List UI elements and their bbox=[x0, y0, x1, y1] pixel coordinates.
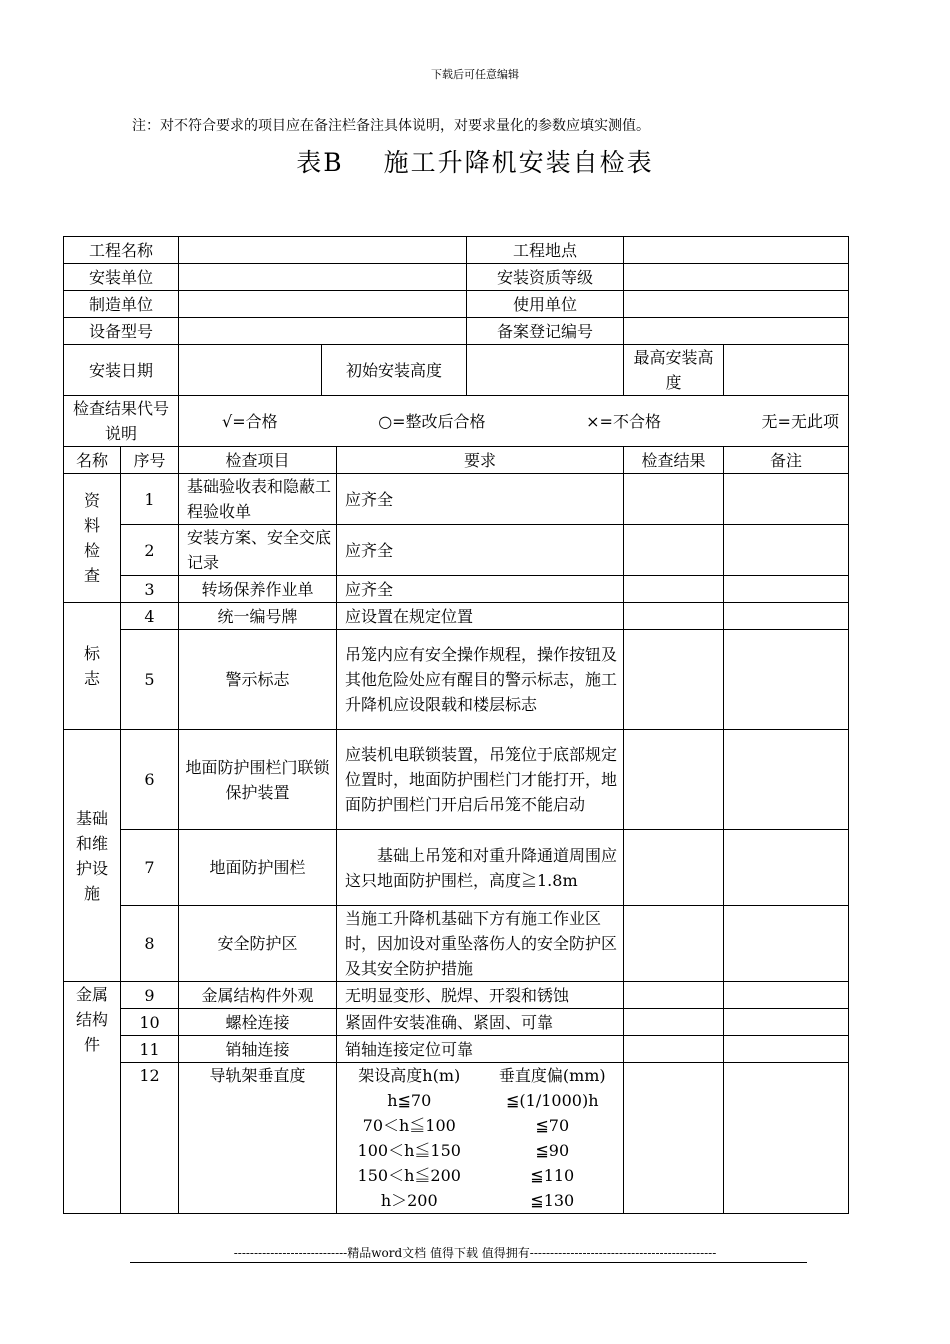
table-row bbox=[64, 474, 849, 525]
code-none: 无=无此项 bbox=[761, 411, 839, 431]
vert-d-header: 垂直度偏(mm) bbox=[498, 1066, 606, 1085]
row-requirement: 吊笼内应有安全操作规程，操作按钮及其他危险处应有醒目的警示标志，施工升降机应设限载和楼层标志 bbox=[337, 630, 624, 730]
row-item: 导轨架垂直度 bbox=[179, 1063, 337, 1214]
row-result[interactable] bbox=[624, 603, 724, 630]
user-unit-value[interactable] bbox=[624, 291, 849, 318]
code-fail: ×=不合格 bbox=[586, 411, 661, 431]
row-no: 7 bbox=[121, 830, 179, 906]
title-code: 表B bbox=[296, 148, 344, 177]
manufacturer-label: 制造单位 bbox=[64, 291, 179, 318]
row-remark[interactable] bbox=[724, 730, 849, 830]
row-no: 5 bbox=[121, 630, 179, 730]
row-result[interactable] bbox=[624, 1009, 724, 1036]
row-item: 转场保养作业单 bbox=[179, 576, 337, 603]
col-result: 检查结果 bbox=[624, 447, 724, 474]
table-row bbox=[64, 1063, 849, 1214]
code-ok: √=合格 bbox=[222, 411, 278, 431]
vert-h-header: 架设高度h(m) bbox=[358, 1066, 461, 1085]
row-remark[interactable] bbox=[724, 830, 849, 906]
row-result[interactable] bbox=[624, 1036, 724, 1063]
vert-h-4: h＞200 bbox=[380, 1191, 438, 1210]
code-label: 检查结果代号说明 bbox=[64, 396, 179, 447]
vert-d-0: ≦(1/1000)h bbox=[506, 1091, 599, 1110]
row-requirement: 应装机电联锁装置，吊笼位于底部规定位置时，地面防护围栏门才能打开，地面防护围栏门开启后吊笼不能启动 bbox=[337, 730, 624, 830]
col-item: 检查项目 bbox=[179, 447, 337, 474]
row-item: 螺栓连接 bbox=[179, 1009, 337, 1036]
footer-text: ----------------------------精品word文档 值得下载 值得拥有---------------------------------------------- bbox=[233, 1246, 717, 1260]
vert-h-3: 150＜h≦200 bbox=[357, 1166, 461, 1185]
column-header-row bbox=[64, 447, 849, 474]
row-no: 12 bbox=[121, 1063, 179, 1214]
row-no: 4 bbox=[121, 603, 179, 630]
row-requirement: 当施工升降机基础下方有施工作业区时，因加设对重坠落伤人的安全防护区及其安全防护措施 bbox=[337, 906, 624, 982]
row-remark[interactable] bbox=[724, 1036, 849, 1063]
category-signs: 标志 bbox=[64, 603, 121, 730]
row-no: 11 bbox=[121, 1036, 179, 1063]
items-table bbox=[63, 446, 849, 1214]
equipment-model-label: 设备型号 bbox=[64, 318, 179, 345]
footer-line bbox=[130, 1262, 807, 1263]
row-remark[interactable] bbox=[724, 1063, 849, 1214]
table-row bbox=[64, 576, 849, 603]
category-metal: 金属结构件 bbox=[64, 982, 121, 1214]
info-table bbox=[63, 236, 849, 447]
row-result[interactable] bbox=[624, 474, 724, 525]
row-result[interactable] bbox=[624, 1063, 724, 1214]
vert-h-0: h≦70 bbox=[387, 1091, 432, 1110]
row-requirement: 无明显变形、脱焊、开裂和锈蚀 bbox=[337, 982, 624, 1009]
category-docs: 资料检查 bbox=[64, 474, 121, 603]
table-row bbox=[64, 1036, 849, 1063]
row-item: 金属结构件外观 bbox=[179, 982, 337, 1009]
row-result[interactable] bbox=[624, 982, 724, 1009]
row-requirement: 应设置在规定位置 bbox=[337, 603, 624, 630]
initial-height-label: 初始安装高度 bbox=[322, 345, 467, 396]
row-item: 地面防护围栏门联锁保护装置 bbox=[179, 730, 337, 830]
table-row bbox=[64, 603, 849, 630]
row-requirement: 应齐全 bbox=[337, 576, 624, 603]
row-no: 8 bbox=[121, 906, 179, 982]
row-no: 1 bbox=[121, 474, 179, 525]
table-row bbox=[64, 1009, 849, 1036]
qualification-label: 安装资质等级 bbox=[467, 264, 624, 291]
max-height-label: 最高安装高度 bbox=[624, 345, 724, 396]
row-requirement: 基础上吊笼和对重升降通道周围应这只地面防护围栏，高度≧1.8m bbox=[337, 830, 624, 906]
vert-d-2: ≦90 bbox=[535, 1141, 570, 1160]
table-row bbox=[64, 730, 849, 830]
row-no: 10 bbox=[121, 1009, 179, 1036]
manufacturer-value[interactable] bbox=[179, 291, 467, 318]
row-remark[interactable] bbox=[724, 603, 849, 630]
qualification-value[interactable] bbox=[624, 264, 849, 291]
table-row bbox=[64, 830, 849, 906]
row-remark[interactable] bbox=[724, 982, 849, 1009]
col-no: 序号 bbox=[121, 447, 179, 474]
code-fixed: ○=整改后合格 bbox=[378, 411, 486, 431]
row-result[interactable] bbox=[624, 906, 724, 982]
row-item: 安全防护区 bbox=[179, 906, 337, 982]
row-remark[interactable] bbox=[724, 576, 849, 603]
row-no: 2 bbox=[121, 525, 179, 576]
col-category: 名称 bbox=[64, 447, 121, 474]
page-title bbox=[0, 143, 950, 179]
project-name-value[interactable] bbox=[179, 237, 467, 264]
install-date-value[interactable] bbox=[179, 345, 322, 396]
row-item: 销轴连接 bbox=[179, 1036, 337, 1063]
row-item: 警示标志 bbox=[179, 630, 337, 730]
row-result[interactable] bbox=[624, 730, 724, 830]
row-result[interactable] bbox=[624, 630, 724, 730]
vert-d-1: ≦70 bbox=[535, 1116, 570, 1135]
row-remark[interactable] bbox=[724, 474, 849, 525]
table-row bbox=[64, 525, 849, 576]
top-note: 注：对不符合要求的项目应在备注栏备注具体说明，对要求量化的参数应填实测值。 bbox=[132, 118, 650, 134]
code-legend bbox=[179, 396, 849, 447]
row-item: 基础验收表和隐蔽工程验收单 bbox=[179, 474, 337, 525]
initial-height-value[interactable] bbox=[467, 345, 624, 396]
table-row bbox=[64, 982, 849, 1009]
row-result[interactable] bbox=[624, 525, 724, 576]
table-row bbox=[64, 906, 849, 982]
inspection-sheet bbox=[63, 236, 848, 1214]
user-unit-label: 使用单位 bbox=[467, 291, 624, 318]
title-text: 施工升降机安装自检表 bbox=[383, 148, 654, 177]
row-requirement: 紧固件安装准确、紧固、可靠 bbox=[337, 1009, 624, 1036]
col-requirement: 要求 bbox=[337, 447, 624, 474]
row-requirement: 销轴连接定位可靠 bbox=[337, 1036, 624, 1063]
verticality-table bbox=[337, 1063, 624, 1214]
vert-d-3: ≦110 bbox=[530, 1166, 575, 1185]
vert-h-2: 100＜h≦150 bbox=[357, 1141, 461, 1160]
install-unit-label: 安装单位 bbox=[64, 264, 179, 291]
category-foundation: 基础和维护设施 bbox=[64, 730, 121, 982]
row-no: 9 bbox=[121, 982, 179, 1009]
install-date-label: 安装日期 bbox=[64, 345, 179, 396]
row-remark[interactable] bbox=[724, 525, 849, 576]
project-location-value[interactable] bbox=[624, 237, 849, 264]
install-unit-value[interactable] bbox=[179, 264, 467, 291]
row-no: 3 bbox=[121, 576, 179, 603]
record-number-label: 备案登记编号 bbox=[467, 318, 624, 345]
row-remark[interactable] bbox=[724, 906, 849, 982]
max-height-value[interactable] bbox=[724, 345, 849, 396]
equipment-model-value[interactable] bbox=[179, 318, 467, 345]
project-name-label: 工程名称 bbox=[64, 237, 179, 264]
row-no: 6 bbox=[121, 730, 179, 830]
record-number-value[interactable] bbox=[624, 318, 849, 345]
row-result[interactable] bbox=[624, 576, 724, 603]
row-result[interactable] bbox=[624, 830, 724, 906]
vert-d-4: ≦130 bbox=[530, 1191, 575, 1210]
row-item: 地面防护围栏 bbox=[179, 830, 337, 906]
row-remark[interactable] bbox=[724, 630, 849, 730]
project-location-label: 工程地点 bbox=[467, 237, 624, 264]
row-item: 安装方案、安全交底记录 bbox=[179, 525, 337, 576]
header-note: 下载后可任意编辑 bbox=[431, 68, 519, 81]
row-requirement: 应齐全 bbox=[337, 474, 624, 525]
table-row bbox=[64, 630, 849, 730]
row-requirement: 应齐全 bbox=[337, 525, 624, 576]
row-item: 统一编号牌 bbox=[179, 603, 337, 630]
row-remark[interactable] bbox=[724, 1009, 849, 1036]
vert-h-1: 70＜h≦100 bbox=[362, 1116, 456, 1135]
col-remark: 备注 bbox=[724, 447, 849, 474]
